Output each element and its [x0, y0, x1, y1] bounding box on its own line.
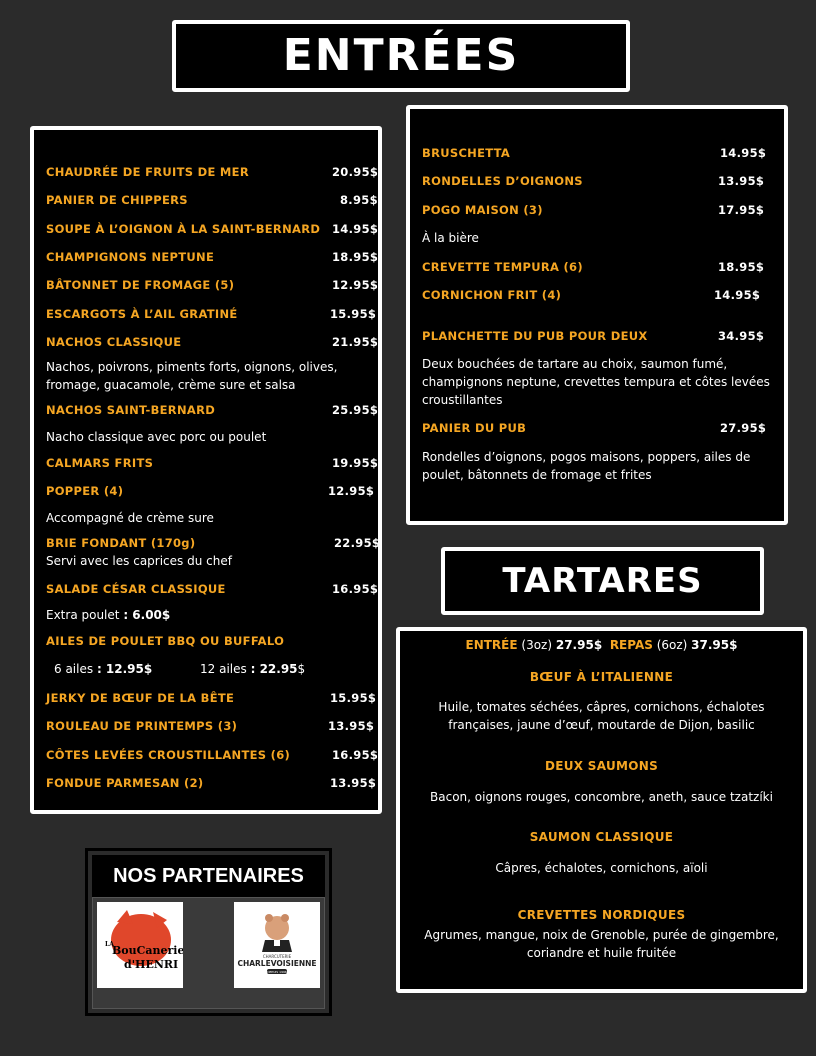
item-description: Accompagné de crème sure	[46, 511, 214, 525]
menu-item: CREVETTE TEMPURA (6) 18.95$	[422, 260, 765, 274]
tartare-name: BŒUF À L’ITALIENNE	[529, 670, 674, 684]
entrees-menu-left	[30, 126, 382, 814]
menu-item: ESCARGOTS À L’AIL GRATINÉ 15.95$	[46, 307, 377, 321]
menu-item: RONDELLES D’OIGNONS 13.95$	[422, 174, 765, 188]
tartare-description: Bacon, oignons rouges, concombre, aneth, sauce tzatzíki	[430, 790, 773, 804]
logo-text-boucanerie: BouCanerie	[112, 944, 183, 957]
wings-12-price: 12 ailes : 22.95$	[200, 662, 306, 676]
menu-item: NACHOS CLASSIQUE 21.95$	[46, 335, 379, 349]
item-description: Nachos, poivrons, piments forts, oignons, olives, fromage, guacamole, crème sure et salsa	[46, 360, 338, 392]
logo-text-depuis: DEPUIS 1996	[267, 970, 287, 974]
item-description: Deux bouchées de tartare au choix, saumon fumé, champignons neptune, crevettes tempura et côtes levées croustillantes	[422, 357, 770, 407]
item-description: À la bière	[422, 231, 479, 245]
menu-item: PANIER DE CHIPPERS 8.95$	[46, 193, 378, 207]
charlevoisienne-logo-graphic	[234, 902, 320, 988]
tartares-title: TARTARES	[441, 547, 764, 615]
tartare-name: DEUX SAUMONS	[544, 759, 659, 773]
logo-text-henri: d'HENRI	[124, 958, 179, 971]
tartare-description: Agrumes, mangue, noix de Grenoble, purée de gingembre, coriandre et huile fruitée	[424, 928, 779, 960]
menu-item: POGO MAISON (3) 17.95$	[422, 203, 765, 217]
logo-text-la: LA	[105, 941, 114, 948]
tartare-sizes: ENTRÉE (3oz) 27.95$ REPAS (6oz) 37.95$	[465, 638, 738, 652]
menu-item: CALMARS FRITS 19.95$	[46, 456, 379, 470]
menu-item: CORNICHON FRIT (4) 14.95$	[422, 288, 761, 302]
menu-item: BÂTONNET DE FROMAGE (5) 12.95$	[46, 278, 379, 292]
tartare-name: SAUMON CLASSIQUE	[529, 830, 674, 844]
menu-item: AILES DE POULET BBQ OU BUFFALO	[46, 634, 285, 648]
tartare-description: Câpres, échalotes, cornichons, aïoli	[495, 861, 708, 875]
entrees-title: ENTRÉES	[172, 20, 630, 92]
menu-item: BRIE FONDANT (170g) 22.95$	[46, 536, 381, 550]
item-description: Rondelles d’oignons, pogos maisons, poppers, ailes de poulet, bâtonnets de fromage et frites	[422, 450, 751, 482]
menu-item: ROULEAU DE PRINTEMPS (3) 13.95$	[46, 719, 375, 733]
partners-box	[85, 848, 332, 1016]
boucanerie-logo-graphic	[97, 902, 183, 988]
menu-item: NACHOS SAINT-BERNARD 25.95$	[46, 403, 379, 417]
charlevoisienne-logo	[234, 902, 320, 988]
item-description: Extra poulet : 6.00$	[46, 608, 171, 622]
partners-title: NOS PARTENAIRES	[92, 855, 325, 897]
menu-item: BRUSCHETTA 14.95$	[422, 146, 767, 160]
menu-item: CHAMPIGNONS NEPTUNE 18.95$	[46, 250, 379, 264]
menu-item: CHAUDRÉE DE FRUITS DE MER 20.95$	[46, 165, 379, 179]
tartare-name: CREVETTES NORDIQUES	[517, 908, 686, 922]
wings-6-price: 6 ailes : 12.95$	[54, 662, 153, 676]
menu-item: CÔTES LEVÉES CROUSTILLANTES (6) 16.95$	[46, 748, 379, 762]
menu-item: PANIER DU PUB 27.95$	[422, 421, 767, 435]
logo-text-charcuterie: CHARCUTERIE	[262, 954, 292, 959]
tartares-menu	[396, 627, 807, 993]
menu-item: POPPER (4) 12.95$	[46, 484, 375, 498]
entrees-menu-right	[406, 105, 788, 525]
tartare-description: Huile, tomates séchées, câpres, cornichons, échalotes françaises, jaune d’œuf, moutarde de Dijon, basilic	[438, 700, 765, 732]
menu-item: PLANCHETTE DU PUB POUR DEUX 34.95$	[422, 329, 765, 343]
menu-item: JERKY DE BŒUF DE LA BÊTE 15.95$	[46, 691, 377, 705]
menu-item: SALADE CÉSAR CLASSIQUE 16.95$	[46, 582, 379, 596]
item-description: Servi avec les caprices du chef	[46, 554, 232, 568]
menu-item: SOUPE À L’OIGNON À LA SAINT-BERNARD 14.95$	[46, 222, 379, 236]
boucanerie-logo	[97, 902, 183, 988]
logo-text-charlevoisienne: CHARLEVOISIENNE	[237, 959, 317, 968]
item-description: Nacho classique avec porc ou poulet	[46, 430, 267, 444]
menu-item: FONDUE PARMESAN (2) 13.95$	[46, 776, 377, 790]
